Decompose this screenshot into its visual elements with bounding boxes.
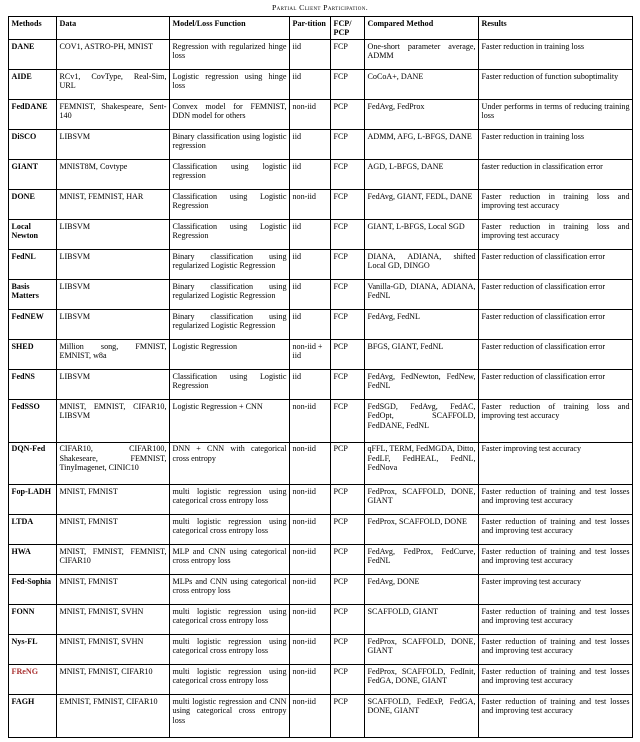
cell-fcp_pcp: PCP xyxy=(331,442,365,484)
cell-results: Faster reduction of training and test losses and improving test accuracy xyxy=(479,665,633,695)
cell-partition: non-iid xyxy=(290,442,331,484)
cell-results: Faster reduction of training and test losses and improving test accuracy xyxy=(479,605,633,635)
table-row xyxy=(9,605,633,635)
cell-model: multi logistic regression using categorical cross entropy loss xyxy=(170,635,290,665)
cell-model: Binary classification using logistic regression xyxy=(170,130,290,160)
cell-partition: iid xyxy=(290,70,331,100)
cell-fcp_pcp: PCP xyxy=(331,695,365,738)
cell-method: Fop-LADH xyxy=(9,485,57,515)
cell-partition: non-iid xyxy=(290,665,331,695)
cell-partition: iid xyxy=(290,280,331,310)
cell-fcp_pcp: FCP xyxy=(331,40,365,70)
cell-method: Fed-Sophia xyxy=(9,575,57,605)
cell-fcp_pcp: FCP xyxy=(331,70,365,100)
cell-partition: iid xyxy=(290,40,331,70)
cell-fcp_pcp: PCP xyxy=(331,575,365,605)
table-caption: Partial Client Participation. xyxy=(271,3,369,12)
cell-fcp_pcp: FCP xyxy=(331,400,365,442)
cell-model: Regression with regularized hinge loss xyxy=(170,40,290,70)
cell-fcp_pcp: FCP xyxy=(331,220,365,250)
cell-method: FedNL xyxy=(9,250,57,280)
cell-compared: SCAFFOLD, GIANT xyxy=(365,605,479,635)
cell-partition: iid xyxy=(290,250,331,280)
cell-model: Binary classification using regularized Logistic Regression xyxy=(170,250,290,280)
cell-compared: qFFL, TERM, FedMGDA, Ditto, FedLF, FedHEAL, FedNL, FedNova xyxy=(365,442,479,484)
table-row xyxy=(9,665,633,695)
table-row xyxy=(9,340,633,370)
table-row xyxy=(9,545,633,575)
cell-data: MNIST8M, Covtype xyxy=(57,160,170,190)
cell-results: Faster reduction of classification error xyxy=(479,310,633,340)
cell-model: Classification using Logistic Regression xyxy=(170,220,290,250)
cell-fcp_pcp: PCP xyxy=(331,340,365,370)
cell-data: COV1, ASTRO-PH, MNIST xyxy=(57,40,170,70)
table-row xyxy=(9,220,633,250)
cell-data: LIBSVM xyxy=(57,130,170,160)
cell-data: LIBSVM xyxy=(57,280,170,310)
cell-partition: non-iid xyxy=(290,635,331,665)
cell-partition: non-iid xyxy=(290,190,331,220)
cell-method: DiSCO xyxy=(9,130,57,160)
cell-compared: FedAvg, FedNL xyxy=(365,310,479,340)
cell-data: MNIST, EMNIST, CIFAR10, LIBSVM xyxy=(57,400,170,442)
cell-fcp_pcp: FCP xyxy=(331,130,365,160)
table-row xyxy=(9,485,633,515)
cell-model: Binary classification using regularized Logistic Regression xyxy=(170,280,290,310)
cell-method: FReNG xyxy=(9,665,57,695)
cell-results: Faster reduction in training loss and improving test accuracy xyxy=(479,190,633,220)
cell-results: Faster reduction of classification error xyxy=(479,250,633,280)
cell-model: Classification using logistic regression xyxy=(170,160,290,190)
cell-results: Faster improving test accuracy xyxy=(479,442,633,484)
column-header-fcp_pcp: FCP/ PCP xyxy=(331,17,365,40)
cell-fcp_pcp: PCP xyxy=(331,485,365,515)
cell-model: MLPs and CNN using categorical cross entropy loss xyxy=(170,575,290,605)
cell-data: MNIST, FMNIST xyxy=(57,485,170,515)
cell-method: LTDA xyxy=(9,515,57,545)
table-row xyxy=(9,250,633,280)
cell-method: Nys-FL xyxy=(9,635,57,665)
cell-method: FedNS xyxy=(9,370,57,400)
cell-data: MNIST, FMNIST, SVHN xyxy=(57,635,170,665)
cell-method: Local Newton xyxy=(9,220,57,250)
cell-model: Binary classification using regularized Logistic Regression xyxy=(170,310,290,340)
column-header-partition: Par-tition xyxy=(290,17,331,40)
cell-compared: FedAvg, FedNewton, FedNew, FedNL xyxy=(365,370,479,400)
cell-results: Faster reduction in training loss and improving test accuracy xyxy=(479,220,633,250)
cell-compared: CoCoA+, DANE xyxy=(365,70,479,100)
cell-fcp_pcp: FCP xyxy=(331,190,365,220)
table-header xyxy=(9,17,633,40)
cell-model: Logistic regression using hinge loss xyxy=(170,70,290,100)
cell-compared: ADMM, AFG, L-BFGS, DANE xyxy=(365,130,479,160)
cell-method: FedNEW xyxy=(9,310,57,340)
cell-method: GIANT xyxy=(9,160,57,190)
cell-data: MNIST, FMNIST, FEMNIST, CIFAR10 xyxy=(57,545,170,575)
cell-fcp_pcp: FCP xyxy=(331,310,365,340)
column-header-method: Methods xyxy=(9,17,57,40)
cell-method: AIDE xyxy=(9,70,57,100)
cell-data: FEMNIST, Shakespeare, Sent-140 xyxy=(57,100,170,130)
cell-compared: FedAvg, FedProx xyxy=(365,100,479,130)
cell-model: Classification using Logistic Regression xyxy=(170,190,290,220)
cell-compared: FedProx, SCAFFOLD, FedInit, FedGA, DONE, GIANT xyxy=(365,665,479,695)
cell-partition: iid xyxy=(290,310,331,340)
table-row xyxy=(9,515,633,545)
column-header-model: Model/Loss Function xyxy=(170,17,290,40)
cell-model: MLP and CNN using categorical cross entropy loss xyxy=(170,545,290,575)
cell-method: FAGH xyxy=(9,695,57,738)
cell-fcp_pcp: FCP xyxy=(331,250,365,280)
table-row xyxy=(9,40,633,70)
cell-compared: AGD, L-BFGS, DANE xyxy=(365,160,479,190)
cell-fcp_pcp: FCP xyxy=(331,370,365,400)
cell-data: LIBSVM xyxy=(57,220,170,250)
cell-method: FONN xyxy=(9,605,57,635)
cell-results: Faster reduction in training loss xyxy=(479,130,633,160)
cell-results: faster reduction in classification error xyxy=(479,160,633,190)
cell-model: Convex model for FEMNIST, DDN model for others xyxy=(170,100,290,130)
cell-partition: non-iid + iid xyxy=(290,340,331,370)
table-row xyxy=(9,130,633,160)
cell-model: multi logistic regression using categorical cross entropy loss xyxy=(170,515,290,545)
cell-model: Classification using Logistic Regression xyxy=(170,370,290,400)
cell-partition: non-iid xyxy=(290,100,331,130)
cell-data: LIBSVM xyxy=(57,250,170,280)
cell-results: Faster reduction of training and test losses and improving test accuracy xyxy=(479,695,633,738)
cell-compared: FedAvg, DONE xyxy=(365,575,479,605)
cell-data: CIFAR10, CIFAR100, Shakeseare, FEMNIST, TinyImagenet, CINIC10 xyxy=(57,442,170,484)
cell-compared: BFGS, GIANT, FedNL xyxy=(365,340,479,370)
cell-compared: DIANA, ADIANA, shifted Local GD, DINGO xyxy=(365,250,479,280)
table-row xyxy=(9,442,633,484)
cell-compared: Vanilla-GD, DIANA, ADIANA, FedNL xyxy=(365,280,479,310)
cell-fcp_pcp: PCP xyxy=(331,635,365,665)
cell-compared: FedSGD, FedAvg, FedAC, FedOpt, SCAFFOLD, FedDANE, FedNL xyxy=(365,400,479,442)
cell-results: Faster reduction of training and test losses and improving test accuracy xyxy=(479,485,633,515)
cell-fcp_pcp: PCP xyxy=(331,545,365,575)
column-header-results: Results xyxy=(479,17,633,40)
table-body xyxy=(9,40,633,738)
cell-model: multi logistic regression using categorical cross entropy loss xyxy=(170,485,290,515)
table-row xyxy=(9,280,633,310)
table-row xyxy=(9,190,633,220)
cell-model: DNN + CNN with categorical cross entropy xyxy=(170,442,290,484)
cell-method: DANE xyxy=(9,40,57,70)
cell-method: DQN-Fed xyxy=(9,442,57,484)
cell-partition: non-iid xyxy=(290,545,331,575)
cell-fcp_pcp: PCP xyxy=(331,605,365,635)
cell-data: EMNIST, FMNIST, CIFAR10 xyxy=(57,695,170,738)
cell-results: Faster reduction of training and test losses and improving test accuracy xyxy=(479,545,633,575)
column-header-data: Data xyxy=(57,17,170,40)
cell-compared: FedProx, SCAFFOLD, DONE xyxy=(365,515,479,545)
cell-compared: FedProx, SCAFFOLD, DONE, GIANT xyxy=(365,485,479,515)
cell-data: MNIST, FMNIST xyxy=(57,515,170,545)
cell-model: Logistic Regression xyxy=(170,340,290,370)
cell-partition: non-iid xyxy=(290,485,331,515)
cell-data: Million song, FMNIST, EMNIST, w8a xyxy=(57,340,170,370)
cell-partition: non-iid xyxy=(290,515,331,545)
cell-fcp_pcp: PCP xyxy=(331,515,365,545)
cell-partition: iid xyxy=(290,370,331,400)
cell-model: multi logistic regression using categorical cross entropy loss xyxy=(170,665,290,695)
cell-data: MNIST, FEMNIST, HAR xyxy=(57,190,170,220)
cell-results: Faster reduction of function suboptimality xyxy=(479,70,633,100)
cell-model: Logistic Regression + CNN xyxy=(170,400,290,442)
cell-compared: One-short parameter average, ADMM xyxy=(365,40,479,70)
cell-results: Faster reduction in training loss xyxy=(479,40,633,70)
cell-data: RCv1, CovType, Real-Sim, URL xyxy=(57,70,170,100)
cell-data: LIBSVM xyxy=(57,310,170,340)
cell-data: LIBSVM xyxy=(57,370,170,400)
cell-results: Faster reduction of training loss and improving test accuracy xyxy=(479,400,633,442)
cell-method: SHED xyxy=(9,340,57,370)
column-header-compared: Compared Method xyxy=(365,17,479,40)
table-row xyxy=(9,310,633,340)
cell-compared: GIANT, L-BFGS, Local SGD xyxy=(365,220,479,250)
cell-partition: iid xyxy=(290,160,331,190)
cell-fcp_pcp: FCP xyxy=(331,160,365,190)
cell-partition: non-iid xyxy=(290,400,331,442)
cell-partition: non-iid xyxy=(290,605,331,635)
table-row xyxy=(9,370,633,400)
table-row xyxy=(9,695,633,738)
table-row xyxy=(9,575,633,605)
cell-method: FedSSO xyxy=(9,400,57,442)
cell-model: multi logistic regression using categorical cross entropy loss xyxy=(170,605,290,635)
table-row xyxy=(9,70,633,100)
cell-method: DONE xyxy=(9,190,57,220)
cell-fcp_pcp: PCP xyxy=(331,665,365,695)
cell-results: Under performs in terms of reducing training loss xyxy=(479,100,633,130)
cell-fcp_pcp: PCP xyxy=(331,100,365,130)
comparison-table xyxy=(8,16,633,738)
cell-results: Faster improving test accuracy xyxy=(479,575,633,605)
cell-partition: iid xyxy=(290,130,331,160)
cell-model: multi logistic regression and CNN using categorical cross entropy loss xyxy=(170,695,290,738)
cell-method: FedDANE xyxy=(9,100,57,130)
cell-compared: FedAvg, GIANT, FEDL, DANE xyxy=(365,190,479,220)
cell-results: Faster reduction of classification error xyxy=(479,340,633,370)
header-row xyxy=(9,17,633,40)
cell-compared: SCAFFOLD, FedExP, FedGA, DONE, GIANT xyxy=(365,695,479,738)
cell-results: Faster reduction of training and test losses and improving test accuracy xyxy=(479,515,633,545)
cell-fcp_pcp: FCP xyxy=(331,280,365,310)
cell-partition: non-iid xyxy=(290,575,331,605)
table-row xyxy=(9,400,633,442)
cell-results: Faster reduction of classification error xyxy=(479,280,633,310)
cell-data: MNIST, FMNIST, CIFAR10 xyxy=(57,665,170,695)
cell-compared: FedAvg, FedProx, FedCurve, FedNL xyxy=(365,545,479,575)
cell-results: Faster reduction of classification error xyxy=(479,370,633,400)
cell-partition: non-iid xyxy=(290,695,331,738)
cell-partition: iid xyxy=(290,220,331,250)
cell-results: Faster reduction of training and test losses and improving test accuracy xyxy=(479,635,633,665)
cell-method: HWA xyxy=(9,545,57,575)
cell-data: MNIST, FMNIST xyxy=(57,575,170,605)
cell-method: Basis Matters xyxy=(9,280,57,310)
cell-data: MNIST, FMNIST, SVHN xyxy=(57,605,170,635)
cell-compared: FedProx, SCAFFOLD, DONE, GIANT xyxy=(365,635,479,665)
table-row xyxy=(9,100,633,130)
table-row xyxy=(9,635,633,665)
table-row xyxy=(9,160,633,190)
